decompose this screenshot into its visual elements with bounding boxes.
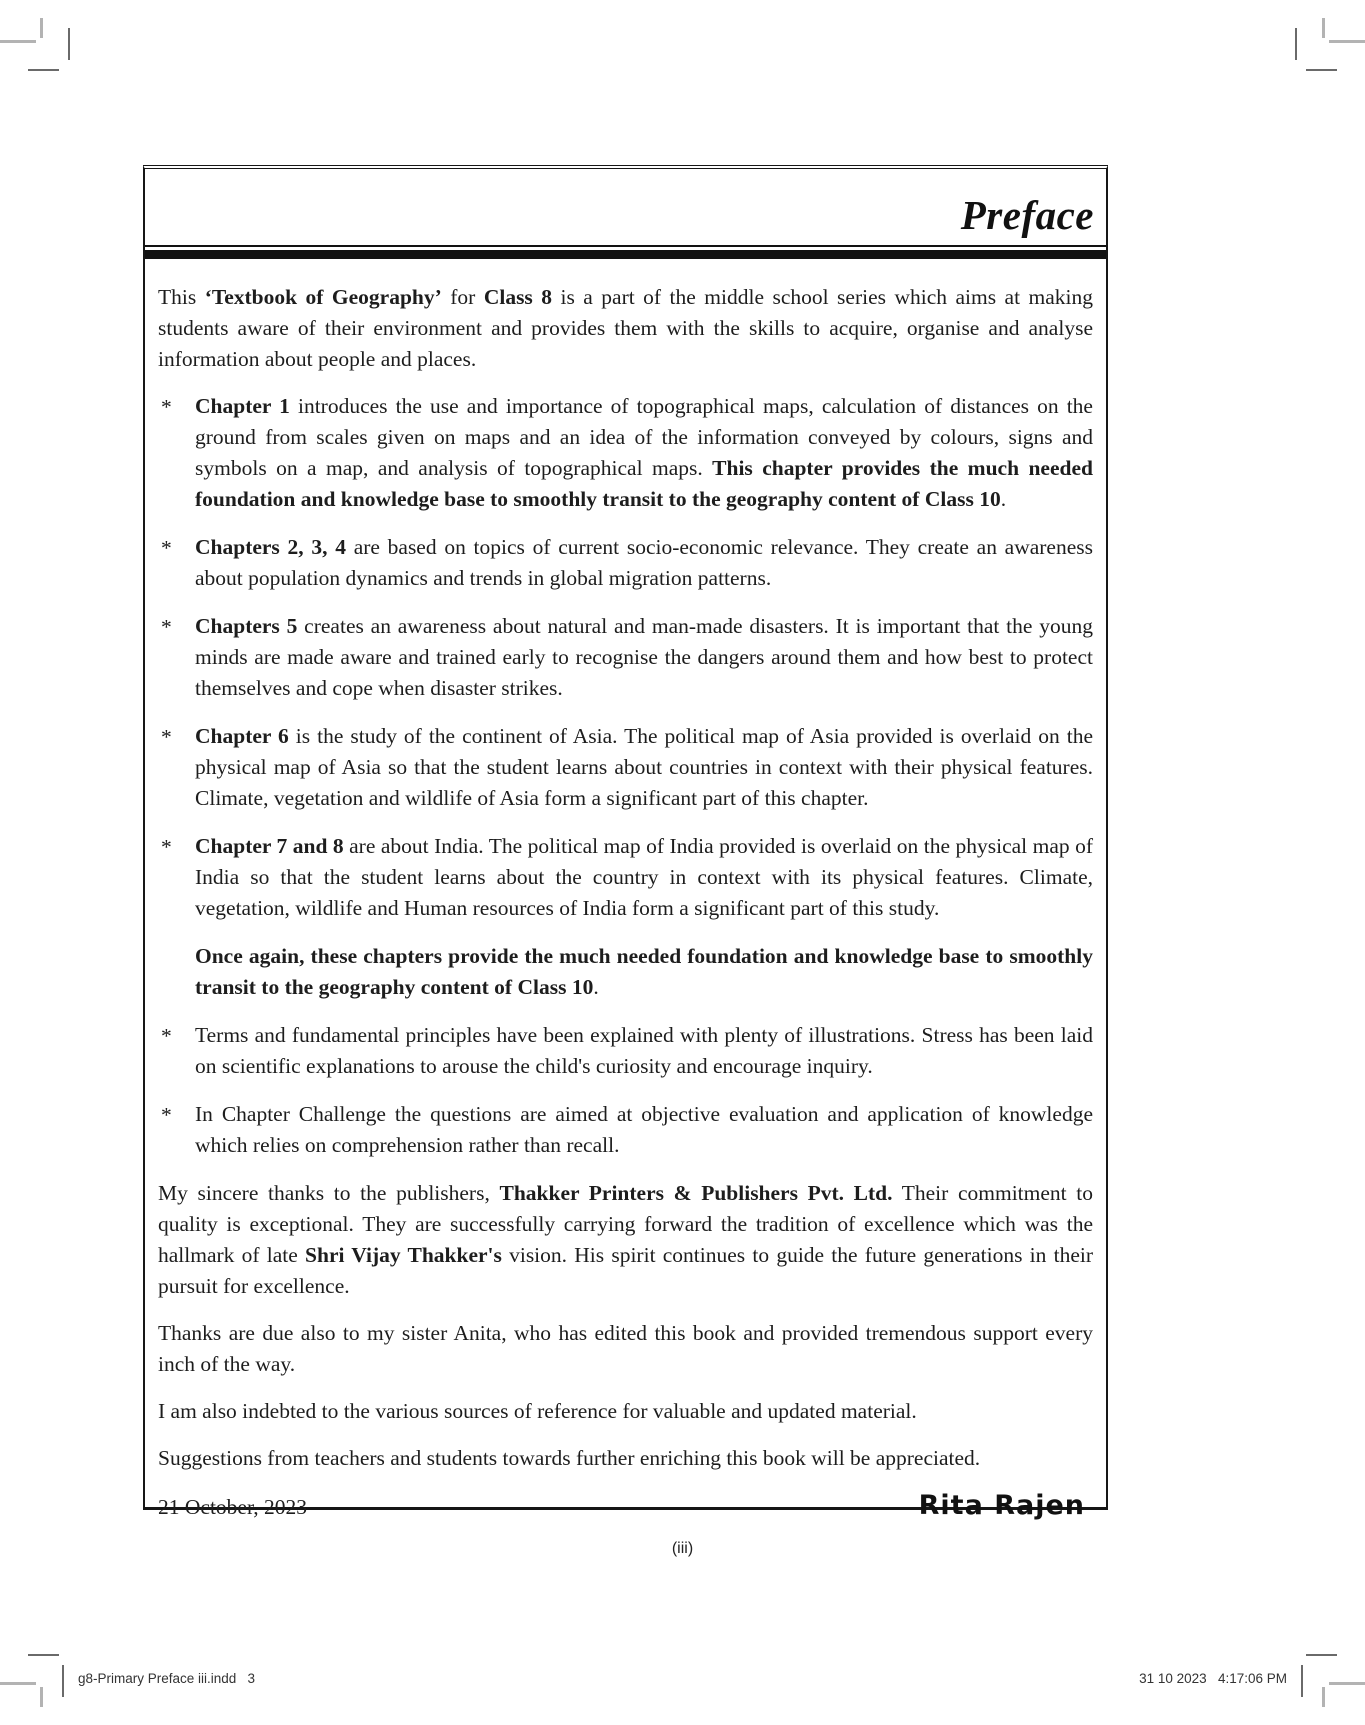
crop-mark — [1306, 69, 1337, 71]
bullet-marker: * — [161, 395, 172, 419]
signature-row — [158, 1490, 1093, 1523]
bullet-item: * Chapters 2, 3, 4 are based on topics of current socio-economic relevance. They create an awareness about population dynamics and trends in global migration patterns. — [161, 535, 1093, 590]
crop-mark — [1295, 28, 1297, 60]
page-title: Preface — [960, 192, 1094, 238]
date-text: 21 October, 2023 — [158, 1495, 308, 1519]
crop-mark — [1329, 1682, 1365, 1685]
crop-mark — [28, 1654, 59, 1656]
bullet-item: * Chapter 6 is the study of the continent of Asia. The political map of Asia provided is overlaid on the physical map of Asia so that the student learns about countries in context with their physical features. Climate, vegetation and wildlife of Asia form a significant part of this chapter. — [161, 724, 1094, 810]
bullet-item: * Chapter 1 introduces the use and importance of topographical maps, calculation of distances on the ground from scales given on maps and an idea of the information conveyed by colours, signs and symbols on a map, and analysis of topographical maps. This chapter provides the much needed foundation and knowledge base to smoothly transit to the geography content of Class 10. — [161, 394, 1093, 511]
preface-frame — [143, 165, 1108, 1521]
paragraph: My sincere thanks to the publishers, Thakker Printers & Publishers Pvt. Ltd. Their commitment to quality is exceptional. They are successfully carrying forward the tradition of excellence which was the hallmark of late Shri Vijay Thakker's vision. His spirit continues to guide the future generations in their pursuit for excellence. — [158, 1181, 1094, 1298]
bullet-marker: * — [161, 615, 172, 639]
header-divider — [145, 245, 1106, 259]
crop-mark — [28, 69, 59, 71]
preface-header — [145, 169, 1106, 245]
bullet-item: * Chapters 5 creates an awareness about natural and man-made disasters. It is important that the young minds are made aware and trained early to recognise the dangers around them and how best to protect themselves and cope when disaster strikes. — [161, 614, 1093, 700]
crop-mark — [40, 18, 43, 38]
crop-mark — [1306, 1654, 1337, 1656]
crop-mark — [68, 28, 70, 60]
bullet-marker: * — [161, 725, 172, 749]
crop-mark — [1322, 18, 1325, 38]
bullet-marker: * — [161, 536, 172, 560]
bullet-marker: * — [161, 1103, 172, 1127]
footer-timestamp: 31 10 2023 4:17:06 PM — [1139, 1671, 1287, 1686]
paragraph: I am also indebted to the various sources of reference for valuable and updated material. — [158, 1399, 917, 1423]
bullet-item: * Chapter 7 and 8 are about India. The political map of India provided is overlaid on the physical map of India so that the student learns about the country in context with its physical features. Climate, vegetation, wildlife and Human resources of India form a significant part of this study. — [161, 834, 1094, 920]
preface-blocks — [158, 282, 1093, 1474]
bullet-marker: * — [161, 835, 172, 859]
bullet-item: * Terms and fundamental principles have been explained with plenty of illustrations. Stress has been laid on scientific explanations to arouse the child's curiosity and encourage inquiry. — [161, 1023, 1093, 1078]
paragraph: Once again, these chapters provide the much needed foundation and knowledge base to smoothly transit to the geography content of Class 10. — [195, 944, 1093, 999]
footer-filename: g8-Primary Preface iii.indd 3 — [78, 1671, 256, 1686]
bullet-item: * In Chapter Challenge the questions are aimed at objective evaluation and application of knowledge which relies on comprehension rather than recall. — [161, 1102, 1093, 1157]
bullet-marker: * — [161, 1024, 172, 1048]
crop-mark — [40, 1687, 43, 1707]
paragraph: Thanks are due also to my sister Anita, who has edited this book and provided tremendous support every inch of the way. — [158, 1321, 1093, 1376]
crop-mark — [62, 1665, 64, 1697]
signature-text: Rita Rajen — [918, 1490, 1085, 1521]
preface-body — [145, 259, 1106, 1523]
crop-mark — [1301, 1665, 1303, 1697]
crop-mark — [0, 40, 36, 43]
crop-mark — [1329, 40, 1365, 43]
crop-mark — [0, 1682, 36, 1685]
crop-mark — [1322, 1687, 1325, 1707]
page-number: (iii) — [671, 1540, 694, 1557]
paragraph: Suggestions from teachers and students towards further enriching this book will be appreciated. — [158, 1446, 981, 1470]
paragraph: This ‘Textbook of Geography’ for Class 8 is a part of the middle school series which aims at making students aware of their environment and provides them with the skills to acquire, organise and analyse information about people and places. — [158, 285, 1093, 371]
